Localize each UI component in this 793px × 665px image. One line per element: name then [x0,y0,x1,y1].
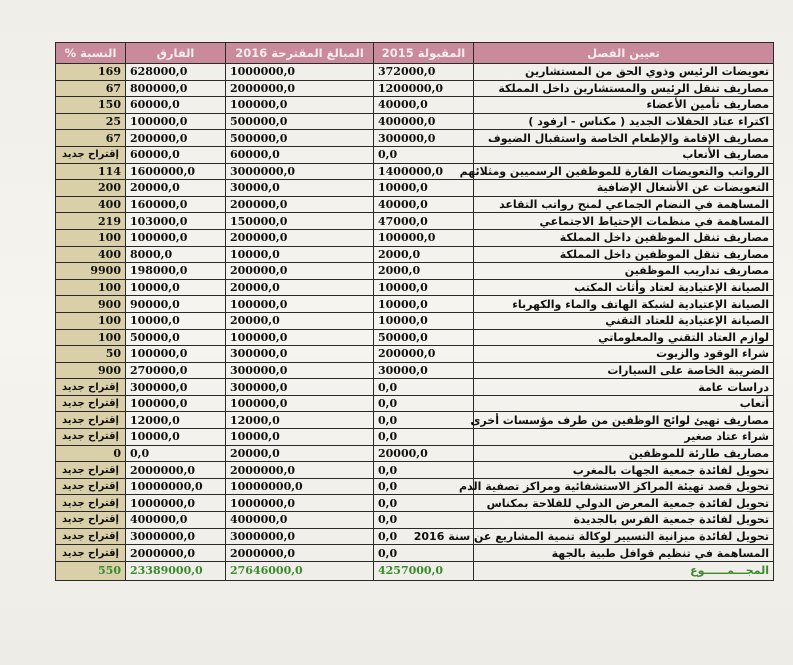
cell-name: أتعاب [474,395,774,412]
header-difference: الفارق [126,43,226,64]
cell-difference: 1600000,0 [126,163,226,180]
cell-proposed: 300000,0 [226,362,374,379]
cell-percent: 67 [56,130,126,147]
table-row [56,97,774,114]
cell-difference: 270000,0 [126,362,226,379]
cell-percent: 9900 [56,263,126,280]
cell-name: مصاريف تهيئ لوائح الوظفين من طرف مؤسسات أخرى [474,412,774,429]
cell-proposed: 1000000,0 [226,495,374,512]
table-row [56,545,774,562]
cell-proposed: 500000,0 [226,113,374,130]
cell-difference: 12000,0 [126,412,226,429]
cell-name: الرواتب والتعويضات القارة للموظفين الرسميين ومثلائهم [474,163,774,180]
cell-difference: 50000,0 [126,329,226,346]
table-row [56,113,774,130]
cell-proposed: 3000000,0 [226,163,374,180]
cell-approved: 2000,0 [374,263,474,280]
cell-percent: إقتراح جديد [56,395,126,412]
cell-difference: 10000,0 [126,279,226,296]
cell-percent: 50 [56,346,126,363]
header-percent: النسبة % [56,43,126,64]
cell-percent: 150 [56,97,126,114]
cell-name: تحويل لفائدة جمعية الجهات بالمغرب [474,462,774,479]
total-row [56,561,774,580]
cell-approved: 0,0 [374,412,474,429]
cell-proposed: 200000,0 [226,196,374,213]
table-row [56,263,774,280]
cell-name: المساهمة في منظمات الإحتياط الاجتماعي [474,213,774,230]
cell-approved: 0,0 [374,478,474,495]
cell-approved: 40000,0 [374,97,474,114]
cell-approved: 0,0 [374,512,474,529]
table-row [56,130,774,147]
cell-difference: 3000000,0 [126,528,226,545]
cell-name: لوازم العتاد التقني والمعلوماتي [474,329,774,346]
cell-name: الصيانة الإعتيادية لعتاد وأثاث المكتب [474,279,774,296]
cell-approved: 10000,0 [374,279,474,296]
header-name: تعيين الفصل [474,43,774,64]
table-row [56,213,774,230]
cell-proposed: 30000,0 [226,180,374,197]
table-row [56,146,774,163]
cell-percent: إقتراح جديد [56,512,126,529]
cell-approved: 100000,0 [374,229,474,246]
cell-name: الصيانة الإعتيادية لشبكة الهاتف والماء والكهرباء [474,296,774,313]
cell-approved: 0,0 [374,528,474,545]
cell-proposed: 2000000,0 [226,545,374,562]
cell-approved: 30000,0 [374,362,474,379]
cell-proposed: 300000,0 [226,346,374,363]
budget-table [55,42,774,581]
total-difference: 23389000,0 [126,561,226,580]
cell-proposed: 20000,0 [226,279,374,296]
cell-approved: 200000,0 [374,346,474,363]
cell-percent: 400 [56,196,126,213]
cell-percent: 200 [56,180,126,197]
table-row [56,346,774,363]
table-row [56,246,774,263]
cell-name: مصاريف تأمين الأعضاء [474,97,774,114]
cell-approved: 50000,0 [374,329,474,346]
cell-name: مصاريف تنقل الموظفين داخل المملكة [474,246,774,263]
table-row [56,395,774,412]
cell-difference: 2000000,0 [126,462,226,479]
cell-name: المساهمة في تنظيم قوافل طبية بالجهة [474,545,774,562]
cell-approved: 0,0 [374,395,474,412]
cell-name: مصاريف الأتعاب [474,146,774,163]
cell-proposed: 100000,0 [226,395,374,412]
cell-name: تعويضات الرئيس وذوي الحق من المستشارين [474,64,774,81]
cell-percent: إقتراح جديد [56,545,126,562]
cell-percent: إقتراح جديد [56,412,126,429]
cell-name: شراء الوقود والزيوت [474,346,774,363]
cell-approved: 1200000,0 [374,80,474,97]
cell-approved: 0,0 [374,379,474,396]
cell-name: التعويضات عن الأشغال الإضافية [474,180,774,197]
cell-name: مصاريف تداريب الموظفين [474,263,774,280]
cell-difference: 198000,0 [126,263,226,280]
cell-approved: 10000,0 [374,296,474,313]
table-row [56,429,774,446]
cell-percent: إقتراح جديد [56,462,126,479]
cell-difference: 60000,0 [126,146,226,163]
cell-name: تحويل لفائدة جمعية الفرس بالجديدة [474,512,774,529]
table-row [56,412,774,429]
cell-proposed: 200000,0 [226,263,374,280]
cell-approved: 40000,0 [374,196,474,213]
cell-percent: إقتراح جديد [56,478,126,495]
cell-percent: 0 [56,445,126,462]
header-row [56,43,774,64]
cell-approved: 0,0 [374,146,474,163]
table-row [56,379,774,396]
cell-difference: 200000,0 [126,130,226,147]
cell-difference: 300000,0 [126,379,226,396]
cell-percent: 169 [56,64,126,81]
cell-proposed: 20000,0 [226,445,374,462]
cell-difference: 800000,0 [126,80,226,97]
cell-difference: 60000,0 [126,97,226,114]
cell-approved: 0,0 [374,545,474,562]
cell-difference: 100000,0 [126,229,226,246]
cell-approved: 2000,0 [374,246,474,263]
table-row [56,180,774,197]
cell-difference: 1000000,0 [126,495,226,512]
cell-difference: 10000,0 [126,429,226,446]
cell-percent: 100 [56,279,126,296]
cell-percent: 900 [56,296,126,313]
table-row [56,312,774,329]
cell-percent: 67 [56,80,126,97]
cell-proposed: 200000,0 [226,229,374,246]
cell-percent: 219 [56,213,126,230]
cell-difference: 90000,0 [126,296,226,313]
header-approved: المقبولة 2015 [374,43,474,64]
table-row [56,229,774,246]
cell-percent: إقتراح جديد [56,146,126,163]
cell-name: اكتراء عتاد الحفلات الجديد ( مكناس - ارفود ) [474,113,774,130]
cell-percent: إقتراح جديد [56,429,126,446]
table-row [56,279,774,296]
table-row [56,196,774,213]
cell-percent: إقتراح جديد [56,379,126,396]
cell-difference: 628000,0 [126,64,226,81]
cell-proposed: 500000,0 [226,130,374,147]
cell-approved: 10000,0 [374,180,474,197]
cell-approved: 47000,0 [374,213,474,230]
cell-percent: 100 [56,229,126,246]
cell-difference: 100000,0 [126,113,226,130]
cell-name: المساهمة في النضام الجماعي لمنح رواتب التقاعد [474,196,774,213]
cell-proposed: 60000,0 [226,146,374,163]
cell-proposed: 2000000,0 [226,80,374,97]
table-row [56,163,774,180]
cell-difference: 400000,0 [126,512,226,529]
table-row [56,64,774,81]
table-row [56,445,774,462]
table-row [56,462,774,479]
cell-name: مصاريف تنقل الرئيس والمستشارين داخل المملكة [474,80,774,97]
table-row [56,329,774,346]
cell-proposed: 1000000,0 [226,64,374,81]
table-row [56,80,774,97]
cell-approved: 0,0 [374,429,474,446]
cell-percent: 900 [56,362,126,379]
cell-proposed: 10000,0 [226,246,374,263]
cell-difference: 2000000,0 [126,545,226,562]
cell-proposed: 20000,0 [226,312,374,329]
cell-proposed: 150000,0 [226,213,374,230]
cell-percent: 25 [56,113,126,130]
cell-name: الضريبة الخاصة على السيارات [474,362,774,379]
cell-name: مصاريف تنقل الموظفين داخل المملكة [474,229,774,246]
cell-difference: 160000,0 [126,196,226,213]
cell-proposed: 100000,0 [226,296,374,313]
table-row [56,478,774,495]
cell-name: مصاريف طارئة للموظفين [474,445,774,462]
cell-name: شراء عتاد صغير [474,429,774,446]
cell-proposed: 2000000,0 [226,462,374,479]
cell-difference: 100000,0 [126,346,226,363]
table-row [56,495,774,512]
cell-approved: 0,0 [374,495,474,512]
cell-difference: 8000,0 [126,246,226,263]
total-label: المجـــمــــــوع [474,561,774,580]
cell-approved: 0,0 [374,462,474,479]
cell-approved: 10000,0 [374,312,474,329]
cell-name: تحويل لفائدة جمعية المعرض الدولي للفلاحة بمكناس [474,495,774,512]
total-approved: 4257000,0 [374,561,474,580]
cell-proposed: 300000,0 [226,379,374,396]
cell-difference: 10000000,0 [126,478,226,495]
cell-difference: 100000,0 [126,395,226,412]
cell-difference: 20000,0 [126,180,226,197]
total-proposed: 27646000,0 [226,561,374,580]
header-proposed: المبالغ المقترحة 2016 [226,43,374,64]
cell-proposed: 12000,0 [226,412,374,429]
table-row [56,512,774,529]
cell-percent: 400 [56,246,126,263]
cell-proposed: 100000,0 [226,97,374,114]
cell-name: تحويل قصد تهيئة المراكز الاستشفائية ومراكز تصفية الدم [474,478,774,495]
cell-approved: 1400000,0 [374,163,474,180]
cell-approved: 372000,0 [374,64,474,81]
cell-name: مصاريف الإقامة والإطعام الخاصة واستقبال الضيوف [474,130,774,147]
table-body [56,64,774,562]
cell-proposed: 10000000,0 [226,478,374,495]
cell-percent: إقتراح جديد [56,528,126,545]
cell-proposed: 400000,0 [226,512,374,529]
table-row [56,362,774,379]
cell-name: الصيانة الإعتيادية للعتاد التقني [474,312,774,329]
cell-percent: 100 [56,312,126,329]
cell-approved: 20000,0 [374,445,474,462]
cell-difference: 0,0 [126,445,226,462]
cell-proposed: 3000000,0 [226,528,374,545]
cell-difference: 103000,0 [126,213,226,230]
cell-percent: 100 [56,329,126,346]
cell-approved: 400000,0 [374,113,474,130]
cell-difference: 10000,0 [126,312,226,329]
cell-name: تحويل لفائدة ميزانية التسيير لوكالة تنمية المشاريع عن سنة 2016 [474,528,774,545]
cell-proposed: 10000,0 [226,429,374,446]
table-row [56,528,774,545]
cell-percent: 114 [56,163,126,180]
cell-name: دراسات عامة [474,379,774,396]
cell-percent: إقتراح جديد [56,495,126,512]
total-percent: 550 [56,561,126,580]
cell-approved: 300000,0 [374,130,474,147]
cell-proposed: 100000,0 [226,329,374,346]
table-row [56,296,774,313]
